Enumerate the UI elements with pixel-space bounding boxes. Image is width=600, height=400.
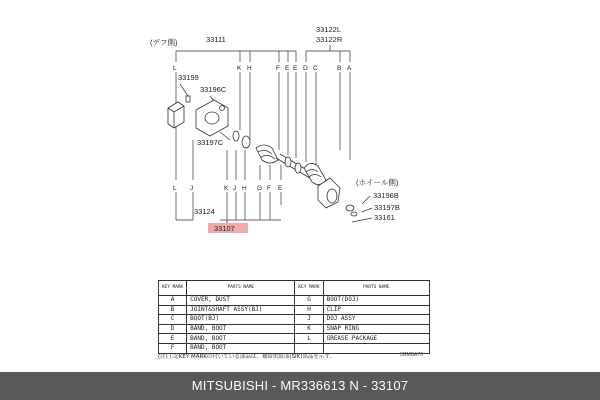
drawing-code: 3GMBA70 <box>400 352 424 358</box>
shaft-illustration <box>168 96 362 222</box>
legend-part: SNAP RING <box>323 324 429 334</box>
legend-part: BAND, BOOT <box>187 343 295 353</box>
legend-key: C <box>159 315 187 325</box>
legend-key: E <box>159 334 187 344</box>
legend-part: COVER, DUST <box>187 296 295 306</box>
legend-header-key: KEY MARK <box>159 281 187 296</box>
letter-bot-j2: J <box>233 185 237 192</box>
legend-part: BAND, BOOT <box>187 334 295 344</box>
legend-header-parts-2: PARTS NAME <box>323 281 429 296</box>
letter-top-l: L <box>173 65 177 72</box>
letter-bot-g: G <box>257 185 263 192</box>
table-row <box>159 324 430 334</box>
letter-top-f: F <box>276 65 280 72</box>
legend-key: K <box>295 324 323 334</box>
label-33196c: 33196C <box>200 85 227 94</box>
legend-key: H <box>295 305 323 315</box>
legend-part: BOOT(DOJ) <box>323 296 429 306</box>
label-33199: 33199 <box>178 73 199 82</box>
legend-part: BAND, BOOT <box>187 324 295 334</box>
label-33197c: 33197C <box>197 138 224 147</box>
legend-part: BOOT(BJ) <box>187 315 295 325</box>
label-33197b: 33197B <box>374 203 400 212</box>
legend-note: (注)上記KEY MARKの付いている部品は、補給供給部(SIK)部品を示す。 <box>158 354 335 360</box>
legend-key: F <box>159 343 187 353</box>
legend-key: L <box>295 334 323 344</box>
label-33107: 33107 <box>214 224 235 233</box>
label-33124: 33124 <box>194 207 215 216</box>
label-left-group: (デフ側) <box>150 38 178 47</box>
legend-part: DOJ ASSY <box>323 315 429 325</box>
label-33122r: 33122R <box>316 35 343 44</box>
label-right-group: (ホイール側) <box>356 178 399 187</box>
legend-key: A <box>159 296 187 306</box>
legend-part: CLIP <box>323 305 429 315</box>
legend-header-row <box>159 281 430 296</box>
label-33161: 33161 <box>374 213 395 222</box>
letter-bot-k: K <box>224 185 229 192</box>
letter-bot-e: E <box>278 185 283 192</box>
letter-top-h: H <box>247 65 252 72</box>
letter-bot-l: L <box>173 185 177 192</box>
legend-part: GREASE PACKAGE <box>323 334 429 344</box>
legend-key: J <box>295 315 323 325</box>
legend-key: B <box>159 305 187 315</box>
letter-top-b: B <box>337 65 342 72</box>
table-row <box>159 315 430 325</box>
letter-top-d: D <box>303 65 308 72</box>
legend-header-parts: PARTS NAME <box>187 281 295 296</box>
label-33196b: 33196B <box>373 191 399 200</box>
letter-top-a: A <box>347 65 352 72</box>
letter-top-e2: E <box>293 65 298 72</box>
table-row <box>159 334 430 344</box>
letter-bot-h: H <box>242 185 247 192</box>
part-number-footer: MITSUBISHI - MR336613 N - 33107 <box>0 372 600 400</box>
letter-bot-j1: J <box>190 185 194 192</box>
legend-part: JOINT&SHAFT ASSY(BJ) <box>187 305 295 315</box>
table-row <box>159 305 430 315</box>
legend-key: G <box>295 296 323 306</box>
table-row <box>159 296 430 306</box>
letter-bot-f: F <box>267 185 271 192</box>
letter-top-e1: E <box>285 65 290 72</box>
legend-key: D <box>159 324 187 334</box>
letter-top-c: C <box>313 65 318 72</box>
label-33122l: 33122L <box>316 25 342 34</box>
letter-top-k: K <box>237 65 242 72</box>
legend-header-key-2: KEY MARK <box>295 281 323 296</box>
parts-legend-table <box>158 280 430 354</box>
label-33111: 33111 <box>206 35 226 44</box>
